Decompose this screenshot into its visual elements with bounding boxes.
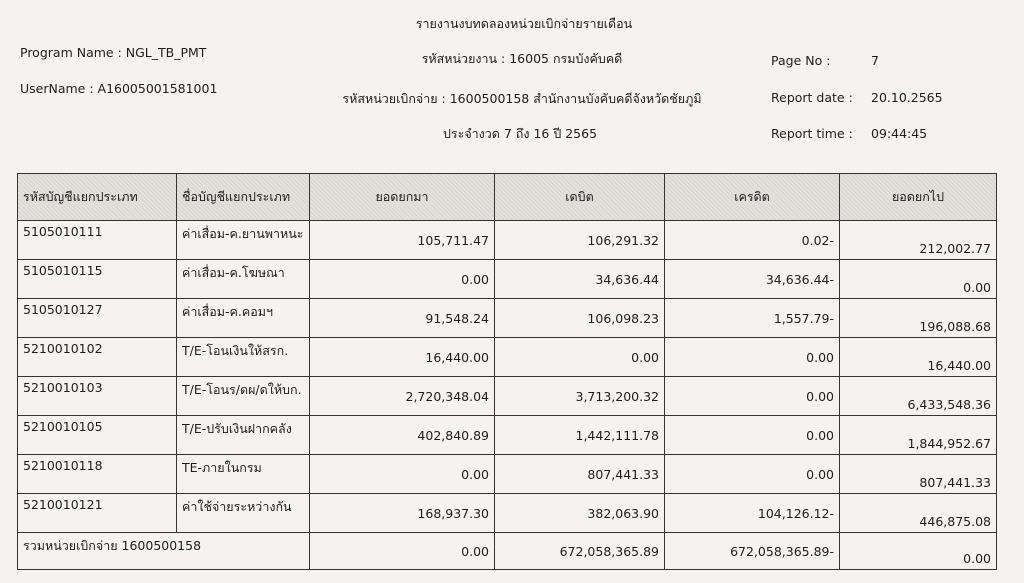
table-row	[18, 221, 997, 260]
report-period: ประจำงวด 7 ถึง 16 ปี 2565	[442, 126, 598, 141]
debit: 34,636.44	[495, 260, 665, 299]
carried-forward: 807,441.33	[840, 455, 997, 494]
table-row	[18, 299, 997, 338]
report-time-label: Report time :	[771, 126, 853, 141]
report-title: รายงานงบทดลองหน่วยเบิกจ่ายรายเดือน	[415, 16, 633, 31]
report-date-value: 20.10.2565	[871, 90, 943, 105]
program-name: Program Name : NGL_TB_PMT	[20, 45, 207, 60]
account-code: 5210010118	[18, 455, 177, 494]
debit: 3,713,200.32	[495, 377, 665, 416]
col-header-credit: เครดิต	[665, 174, 840, 221]
brought-forward: 0.00	[310, 260, 495, 299]
carried-forward: 1,844,952.67	[840, 416, 997, 455]
debit: 807,441.33	[495, 455, 665, 494]
report-time-value: 09:44:45	[871, 126, 928, 141]
user-name: UserName : A16005001581001	[20, 81, 218, 96]
table-row	[18, 260, 997, 299]
account-code: 5210010103	[18, 377, 177, 416]
total-row	[18, 533, 997, 570]
table-row	[18, 455, 997, 494]
brought-forward: 168,937.30	[310, 494, 495, 533]
carried-forward: 196,088.68	[840, 299, 997, 338]
account-code: 5210010105	[18, 416, 177, 455]
disbursing-unit: รหัสหน่วยเบิกจ่าย : 1600500158 สำนักงานบังคับคดีจังหวัดชัยภูมิ	[342, 91, 702, 106]
account-name: ค่าเสื่อม-ค.คอมฯ	[177, 299, 310, 338]
account-code: 5105010127	[18, 299, 177, 338]
account-name: ค่าเสื่อม-ค.ยานพาหนะ	[177, 221, 310, 260]
credit: 104,126.12-	[665, 494, 840, 533]
table-row	[18, 377, 997, 416]
carried-forward: 446,875.08	[840, 494, 997, 533]
credit: 0.00	[665, 455, 840, 494]
brought-forward: 0.00	[310, 455, 495, 494]
brought-forward: 2,720,348.04	[310, 377, 495, 416]
brought-forward: 402,840.89	[310, 416, 495, 455]
account-name: ค่าเสื่อม-ค.โฆษณา	[177, 260, 310, 299]
account-name: T/E-ปรับเงินฝากคลัง	[177, 416, 310, 455]
trial-balance-table	[17, 173, 997, 570]
credit: 0.00	[665, 338, 840, 377]
col-header-account-name: ชื่อบัญชีแยกประเภท	[177, 174, 310, 221]
report-date-label: Report date :	[771, 90, 853, 105]
credit: 1,557.79-	[665, 299, 840, 338]
account-code: 5105010111	[18, 221, 177, 260]
account-name: T/E-โอนเงินให้สรก.	[177, 338, 310, 377]
debit: 0.00	[495, 338, 665, 377]
credit: 0.02-	[665, 221, 840, 260]
carried-forward: 0.00	[840, 260, 997, 299]
table-row	[18, 494, 997, 533]
total-credit: 672,058,365.89-	[665, 533, 840, 570]
brought-forward: 105,711.47	[310, 221, 495, 260]
carried-forward: 16,440.00	[840, 338, 997, 377]
col-header-account-code: รหัสบัญชีแยกประเภท	[18, 174, 177, 221]
table-row	[18, 338, 997, 377]
credit: 0.00	[665, 416, 840, 455]
account-name: T/E-โอนร/ดผ/ดให้บก.	[177, 377, 310, 416]
brought-forward: 91,548.24	[310, 299, 495, 338]
account-code: 5105010115	[18, 260, 177, 299]
debit: 382,063.90	[495, 494, 665, 533]
col-header-carried-forward: ยอดยกไป	[840, 174, 997, 221]
total-brought-forward: 0.00	[310, 533, 495, 570]
credit: 34,636.44-	[665, 260, 840, 299]
account-code: 5210010121	[18, 494, 177, 533]
account-name: ค่าใช้จ่ายระหว่างกัน	[177, 494, 310, 533]
col-header-debit: เดบิต	[495, 174, 665, 221]
page-no-label: Page No :	[771, 53, 831, 68]
credit: 0.00	[665, 377, 840, 416]
total-carried-forward: 0.00	[840, 533, 997, 570]
total-label: รวมหน่วยเบิกจ่าย 1600500158	[18, 533, 310, 570]
agency-code: รหัสหน่วยงาน : 16005 กรมบังคับคดี	[421, 51, 623, 66]
carried-forward: 6,433,548.36	[840, 377, 997, 416]
account-code: 5210010102	[18, 338, 177, 377]
page-no-value: 7	[871, 53, 879, 68]
table-header-row	[18, 174, 997, 221]
col-header-brought-forward: ยอดยกมา	[310, 174, 495, 221]
debit: 106,291.32	[495, 221, 665, 260]
account-name: TE-ภายในกรม	[177, 455, 310, 494]
debit: 106,098.23	[495, 299, 665, 338]
table-row	[18, 416, 997, 455]
total-debit: 672,058,365.89	[495, 533, 665, 570]
brought-forward: 16,440.00	[310, 338, 495, 377]
carried-forward: 212,002.77	[840, 221, 997, 260]
debit: 1,442,111.78	[495, 416, 665, 455]
